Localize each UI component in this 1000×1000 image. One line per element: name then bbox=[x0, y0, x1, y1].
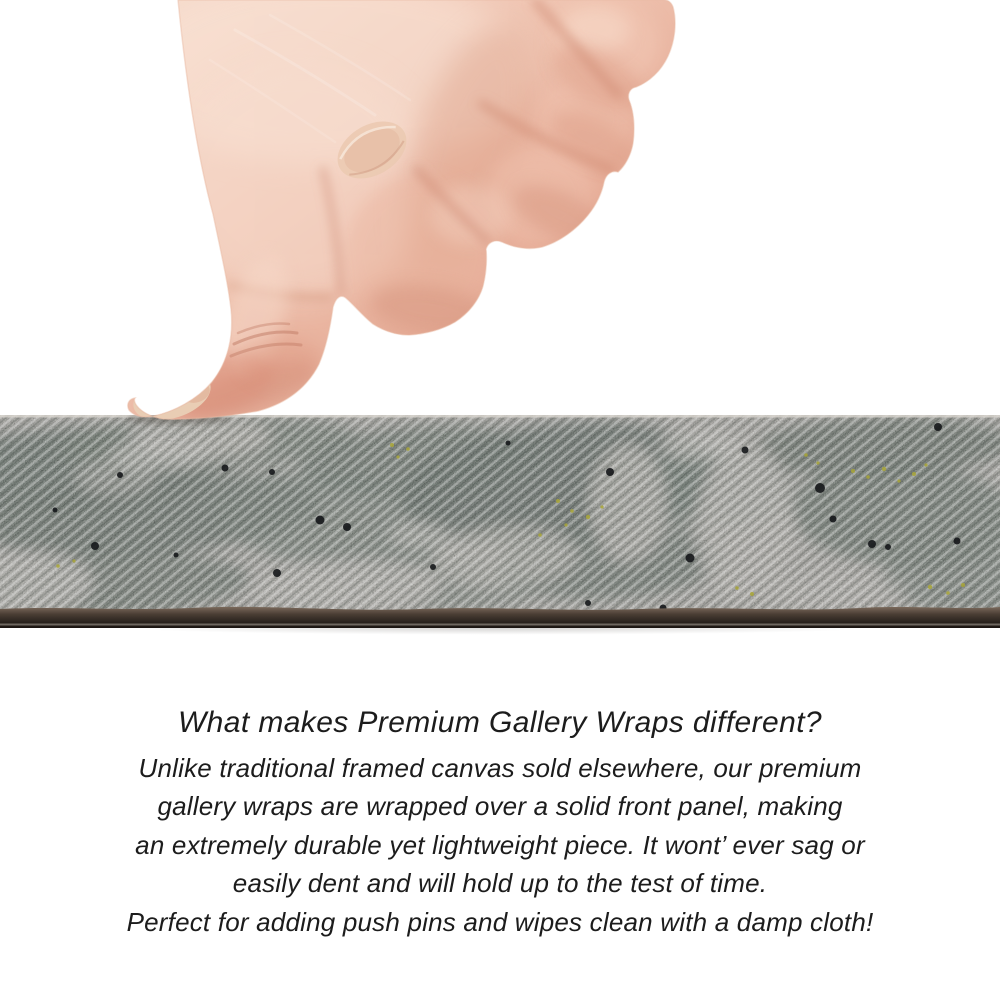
canvas-edge-strip bbox=[0, 415, 1000, 628]
info-line-1: Unlike traditional framed canvas sold elsewhere, our premium bbox=[138, 753, 862, 783]
info-line-5: Perfect for adding push pins and wipes clean with a damp cloth! bbox=[126, 906, 874, 937]
info-line-3: an extremely durable yet lightweight piece. It wont’ ever sag or bbox=[135, 829, 865, 860]
hand-photo bbox=[0, 0, 1000, 420]
info-heading: What makes Premium Gallery Wraps different? bbox=[177, 706, 823, 739]
info-line-4: easily dent and will hold up to the test of time. bbox=[232, 868, 768, 899]
info-line-2: gallery wraps are wrapped over a solid front panel, making bbox=[157, 791, 843, 822]
info-text-block bbox=[0, 701, 1000, 941]
canvas-edge-photo bbox=[0, 415, 1000, 628]
